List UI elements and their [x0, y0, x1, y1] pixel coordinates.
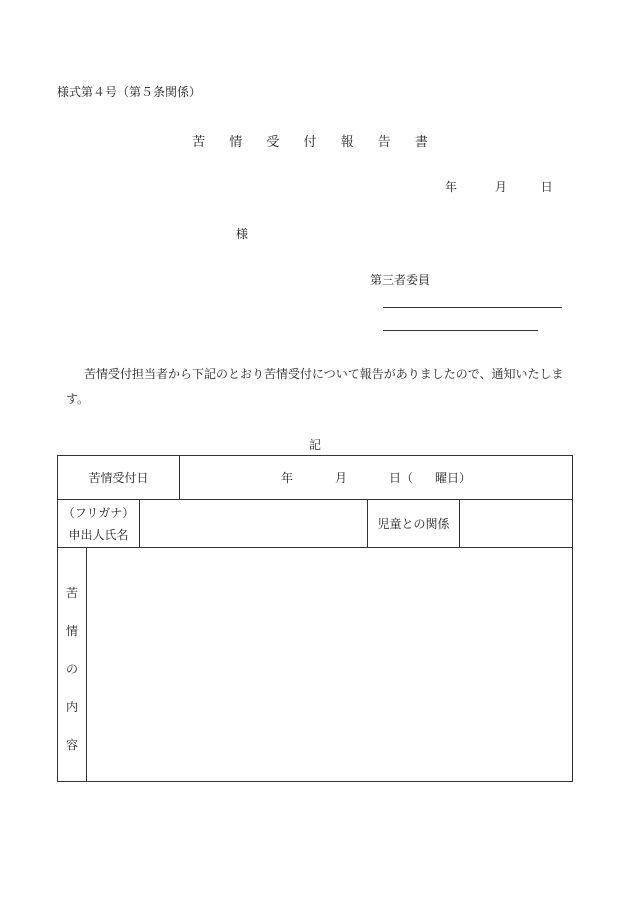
content-label-char: の: [65, 662, 78, 676]
table-month-label: 月: [334, 471, 347, 485]
date-label-cell: [58, 456, 180, 499]
table-row-content: [58, 548, 572, 781]
body-paragraph: 苦情受付担当者から下記のとおり苦情受付について報告がありましたので、通知いたします。: [66, 367, 564, 406]
name-label-cell: [58, 500, 140, 547]
furigana-label: （フリガナ）: [62, 505, 135, 520]
content-label-char: 内: [65, 700, 78, 714]
content-label-cell: [58, 548, 87, 781]
report-table: [57, 455, 573, 782]
date-day-label: 日: [540, 180, 553, 194]
relation-input-area[interactable]: [460, 500, 572, 547]
signature-line: [383, 307, 562, 308]
content-input-area[interactable]: [87, 548, 572, 781]
document-date: [445, 178, 553, 195]
content-label-char: 苦: [65, 586, 78, 600]
table-row-date: [58, 456, 572, 500]
sender-title: 第三者委員: [370, 273, 431, 287]
table-day-label: 日（: [389, 471, 414, 485]
table-year-label: 年: [280, 471, 293, 485]
content-label-char: 容: [65, 738, 78, 752]
table-row-name: [58, 500, 572, 548]
date-month-label: 月: [494, 180, 507, 194]
table-weekday-label: 曜日）: [435, 471, 472, 485]
form-number: 様式第４号（第５条関係）: [57, 85, 202, 99]
name-label: 申出人氏名: [68, 527, 129, 542]
addressee-honorific: 様: [236, 227, 249, 241]
relation-label-cell: [368, 500, 460, 547]
document-title: 苦 情 受 付 報 告 書: [192, 135, 438, 150]
date-year-label: 年: [445, 180, 458, 194]
content-label-char: 情: [65, 624, 78, 638]
ki-heading: 記: [308, 438, 321, 452]
date-label: 苦情受付日: [88, 471, 149, 485]
signature-line-2: [383, 330, 538, 331]
relation-label: 児童との関係: [377, 517, 450, 531]
date-value-cell: [180, 456, 572, 499]
name-input-area[interactable]: [140, 500, 368, 547]
